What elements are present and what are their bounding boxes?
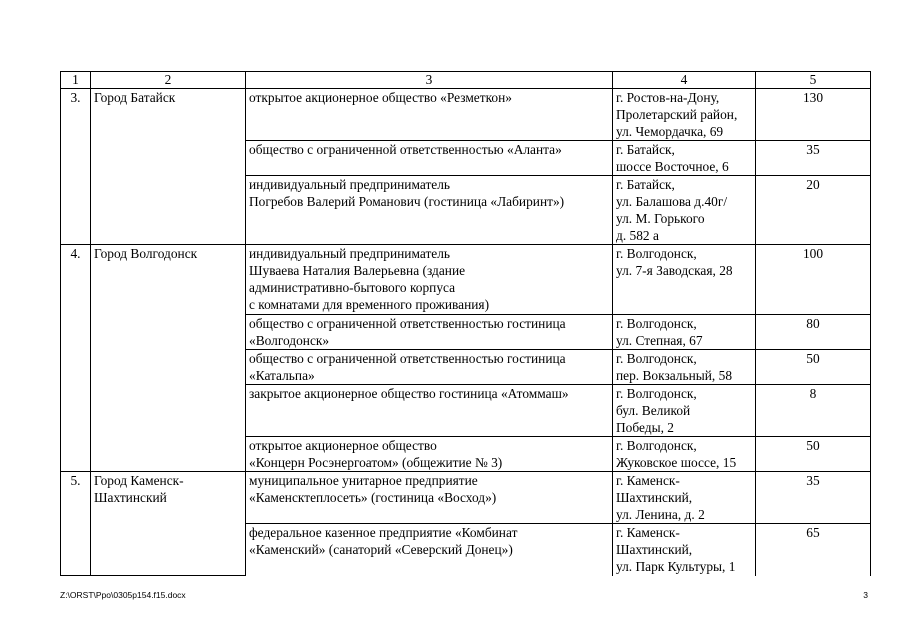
capacity-cell: 65 — [756, 524, 871, 576]
capacity-cell: 50 — [756, 437, 871, 472]
address-cell: г. Волгодонск, ул. 7-я Заводская, 28 — [613, 245, 756, 315]
table-header-row — [61, 72, 871, 89]
header-cell-5: 5 — [756, 72, 871, 89]
address-cell: г. Каменск- Шахтинский, ул. Парк Культуры, 1 — [613, 524, 756, 576]
header-cell-3: 3 — [246, 72, 613, 89]
organization-cell: открытое акционерное общество «Резметкон» — [246, 89, 613, 141]
city-cell: Город Батайск — [91, 89, 246, 245]
organization-cell: открытое акционерное общество «Концерн Росэнергоатом» (общежитие № 3) — [246, 437, 613, 472]
organization-cell: индивидуальный предприниматель Погребов Валерий Романович (гостиница «Лабиринт») — [246, 176, 613, 245]
organization-cell: общество с ограниченной ответственностью гостиница «Катальпа» — [246, 350, 613, 385]
document-path: Z:\ORST\Ppo\0305p154.f15.docx — [60, 590, 186, 600]
organization-cell: муниципальное унитарное предприятие «Каменсктеплосеть» (гостиница «Восход») — [246, 472, 613, 524]
table-row — [61, 89, 871, 141]
row-number: 3. — [61, 89, 91, 245]
capacity-cell: 100 — [756, 245, 871, 315]
organization-cell: общество с ограниченной ответственностью гостиница «Волгодонск» — [246, 315, 613, 350]
address-cell: г. Ростов-на-Дону, Пролетарский район, ул. Чемордачка, 69 — [613, 89, 756, 141]
capacity-cell: 35 — [756, 472, 871, 524]
city-cell: Город Каменск- Шахтинский — [91, 472, 246, 576]
header-cell-2: 2 — [91, 72, 246, 89]
organization-cell: закрытое акционерное общество гостиница «Атоммаш» — [246, 385, 613, 437]
address-cell: г. Батайск, шоссе Восточное, 6 — [613, 141, 756, 176]
capacity-cell: 8 — [756, 385, 871, 437]
page-number: 3 — [863, 590, 868, 600]
organization-cell: федеральное казенное предприятие «Комбинат «Каменский» (санаторий «Северский Донец») — [246, 524, 613, 576]
address-cell: г. Каменск- Шахтинский, ул. Ленина, д. 2 — [613, 472, 756, 524]
header-cell-1: 1 — [61, 72, 91, 89]
capacity-cell: 130 — [756, 89, 871, 141]
address-cell: г. Батайск, ул. Балашова д.40г/ ул. М. Горького д. 582 а — [613, 176, 756, 245]
row-number: 4. — [61, 245, 91, 472]
address-cell: г. Волгодонск, ул. Степная, 67 — [613, 315, 756, 350]
hotels-table — [60, 71, 871, 576]
table-row — [61, 245, 871, 315]
header-cell-4: 4 — [613, 72, 756, 89]
address-cell: г. Волгодонск, Жуковское шоссе, 15 — [613, 437, 756, 472]
organization-cell: индивидуальный предприниматель Шуваева Наталия Валерьевна (здание административно-бытового корпуса с комнатами для временного проживания) — [246, 245, 613, 315]
organization-cell: общество с ограниченной ответственностью «Аланта» — [246, 141, 613, 176]
address-cell: г. Волгодонск, пер. Вокзальный, 58 — [613, 350, 756, 385]
capacity-cell: 50 — [756, 350, 871, 385]
capacity-cell: 20 — [756, 176, 871, 245]
city-cell: Город Волгодонск — [91, 245, 246, 472]
capacity-cell: 80 — [756, 315, 871, 350]
address-cell: г. Волгодонск, бул. Великой Победы, 2 — [613, 385, 756, 437]
row-number: 5. — [61, 472, 91, 576]
table-row — [61, 472, 871, 524]
capacity-cell: 35 — [756, 141, 871, 176]
